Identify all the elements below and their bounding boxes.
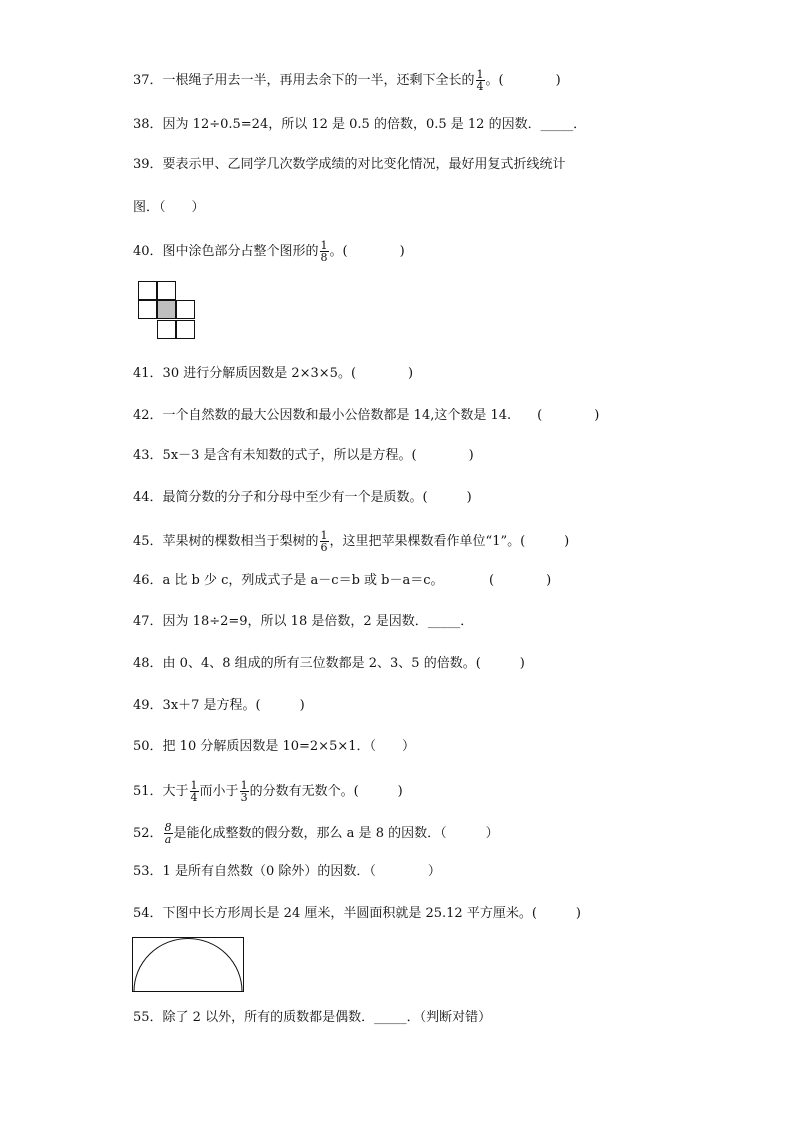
answer-blank[interactable]: ，这里把苹果棵数看作单位“1”。( ) <box>329 534 570 549</box>
rectangle-semicircle-figure <box>132 937 244 992</box>
question-51 <box>133 780 403 803</box>
question-40 <box>133 240 405 263</box>
question-53 <box>133 864 441 880</box>
question-41 <box>133 366 413 382</box>
question-39 <box>133 157 566 173</box>
question-43 <box>133 448 474 464</box>
question-text: 图．（ ） <box>133 200 205 215</box>
question-39-cont <box>133 200 205 216</box>
question-38 <box>133 117 586 133</box>
question-text: 39．要表示甲、乙同学几次数学成绩的对比变化情况，最好用复式折线统计 <box>133 157 566 172</box>
question-text: 46．a 比 b 少 c，列成式子是 a－c＝b 或 b－a＝c。 ( ) <box>133 573 552 588</box>
fraction: $\frac{1}{6}$ <box>320 529 328 554</box>
grid-figure <box>138 281 196 340</box>
answer-blank[interactable]: 是能化成整数的假分数，那么 a 是 8 的因数．（ ） <box>173 826 499 841</box>
answer-blank[interactable]: 的分数有无数个。( ) <box>249 784 403 799</box>
question-text: 43．5x－3 是含有未知数的式子，所以是方程。( ) <box>133 448 474 463</box>
question-text: 52． <box>133 826 163 841</box>
question-text: 42．一个自然数的最大公因数和最小公倍数都是 14,这个数是 14. ( ) <box>133 408 600 423</box>
grid-cell <box>157 281 176 300</box>
question-text: 41．30 进行分解质因数是 2×3×5。( ) <box>133 366 414 381</box>
question-text: 44．最简分数的分子和分母中至少有一个是质数。( ) <box>133 490 472 505</box>
question-text: 48．由 0、4、8 组成的所有三位数都是 2、3、5 的倍数。( ) <box>133 656 525 671</box>
question-37 <box>133 69 561 92</box>
fraction: $\frac{1}{4}$ <box>476 68 484 93</box>
question-45 <box>133 530 569 553</box>
question-text: 50．把 10 分解质因数是 10=2×5×1．（ ） <box>133 739 416 754</box>
answer-blank[interactable]: 。( ) <box>485 73 561 88</box>
answer-blank[interactable]: 。( ) <box>329 244 405 259</box>
question-50 <box>133 739 415 755</box>
semicircle <box>134 939 242 992</box>
question-46 <box>133 573 551 589</box>
question-text: 55．除了 2 以外，所有的质数都是偶数．_____．（判断对错） <box>133 1010 492 1025</box>
question-54 <box>133 906 581 922</box>
grid-cell <box>176 320 195 339</box>
question-text: 47．因为 18÷2=9，所以 18 是倍数，2 是因数．_____． <box>133 614 474 629</box>
fraction: $\frac{8}{a}$ <box>164 821 172 846</box>
question-55 <box>133 1010 491 1026</box>
question-52 <box>133 822 499 845</box>
question-text: 而小于 <box>199 784 239 799</box>
grid-cell <box>157 320 176 339</box>
question-text: 38．因为 12÷0.5=24，所以 12 是 0.5 的倍数，0.5 是 12 的因数．_____． <box>133 117 587 132</box>
fraction: $\frac{1}{3}$ <box>240 779 248 804</box>
question-text: 45．苹果树的棵数相当于梨树的 <box>133 534 319 549</box>
question-49 <box>133 698 305 714</box>
grid-cell <box>176 300 195 319</box>
rectangle <box>133 938 244 992</box>
fraction: $\frac{1}{8}$ <box>320 239 328 264</box>
question-text: 49．3x＋7 是方程。( ) <box>133 698 305 713</box>
question-text: 53．1 是所有自然数（0 除外）的因数．（ ） <box>133 864 441 879</box>
question-42 <box>133 408 599 424</box>
grid-cell <box>138 281 157 300</box>
question-text: 37．一根绳子用去一半，再用去余下的一半，还剩下全长的 <box>133 73 475 88</box>
shaded-cell <box>157 300 176 319</box>
question-text: 40．图中涂色部分占整个图形的 <box>133 244 319 259</box>
grid-cell <box>138 300 157 319</box>
question-text: 51．大于 <box>133 784 189 799</box>
fraction: $\frac{1}{4}$ <box>190 779 198 804</box>
question-text: 54．下图中长方形周长是 24 厘米，半圆面积就是 25.12 平方厘米。( ) <box>133 906 581 921</box>
question-48 <box>133 656 525 672</box>
question-44 <box>133 490 472 506</box>
question-47 <box>133 614 473 630</box>
